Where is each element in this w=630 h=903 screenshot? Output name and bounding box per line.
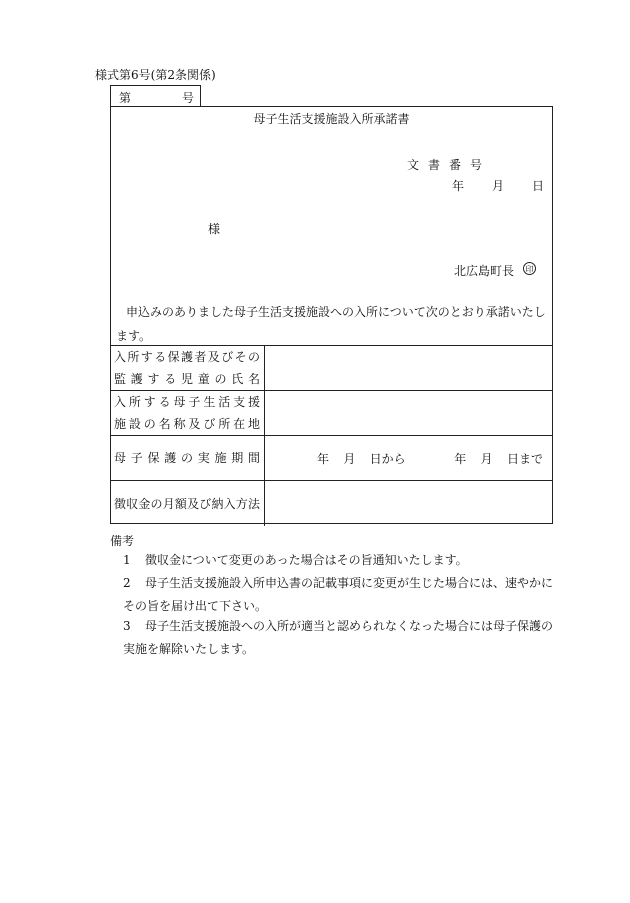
details-table — [110, 345, 553, 526]
document-number-box — [110, 85, 201, 106]
form-number-label: 様式第6号(第2条関係) — [95, 68, 216, 82]
addressee-suffix: 様 — [208, 222, 221, 236]
approval-body-text: 申込みのありました母子生活支援施設への入所について次のとおり承諾いたします。 — [116, 305, 546, 343]
number-suffix: 号 — [181, 91, 194, 105]
date-line — [452, 177, 544, 194]
table-row — [110, 391, 553, 436]
protection-period-value: 年 月 日から 年 月 日まで — [265, 436, 554, 481]
document-title: 母子生活支援施設入所承諾書 — [253, 112, 410, 126]
issuer-name: 北広島町長 — [454, 264, 515, 278]
protection-period-label: 母子保護の実施期間 — [110, 436, 265, 481]
guardian-child-name-label: 入所する保護者及びその 監護する児童の氏名 — [110, 346, 265, 391]
date-year: 年 — [452, 179, 465, 193]
guardian-child-name-value — [265, 346, 554, 391]
fee-amount-method-label: 徴収金の月額及び納入方法 — [110, 481, 265, 527]
facility-name-address-label: 入所する母子生活支援 施設の名称及び所在地 — [110, 391, 265, 436]
doc-number-label: 文書番号 — [407, 158, 492, 172]
remark-item: 2 母子生活支援施設入所申込書の記載事項に変更が生じた場合には、速やかにその旨を届け出て下さい。 — [123, 576, 554, 613]
fee-amount-method-value — [265, 481, 554, 527]
date-day: 日 — [532, 179, 545, 193]
remark-item: 3 母子生活支援施設への入所が適当と認められなくなった場合には母子保護の実施を解除いたします。 — [123, 619, 554, 656]
table-row — [110, 346, 553, 391]
remarks-heading: 備考 — [110, 534, 135, 548]
number-prefix: 第 — [119, 91, 132, 105]
table-row — [110, 481, 553, 527]
table-row — [110, 436, 553, 481]
facility-name-address-value — [265, 391, 554, 436]
seal-mark: 印 — [523, 262, 536, 275]
date-month: 月 — [492, 179, 505, 193]
remark-item: 1 徴収金について変更のあった場合はその旨通知いたします。 — [123, 553, 468, 567]
